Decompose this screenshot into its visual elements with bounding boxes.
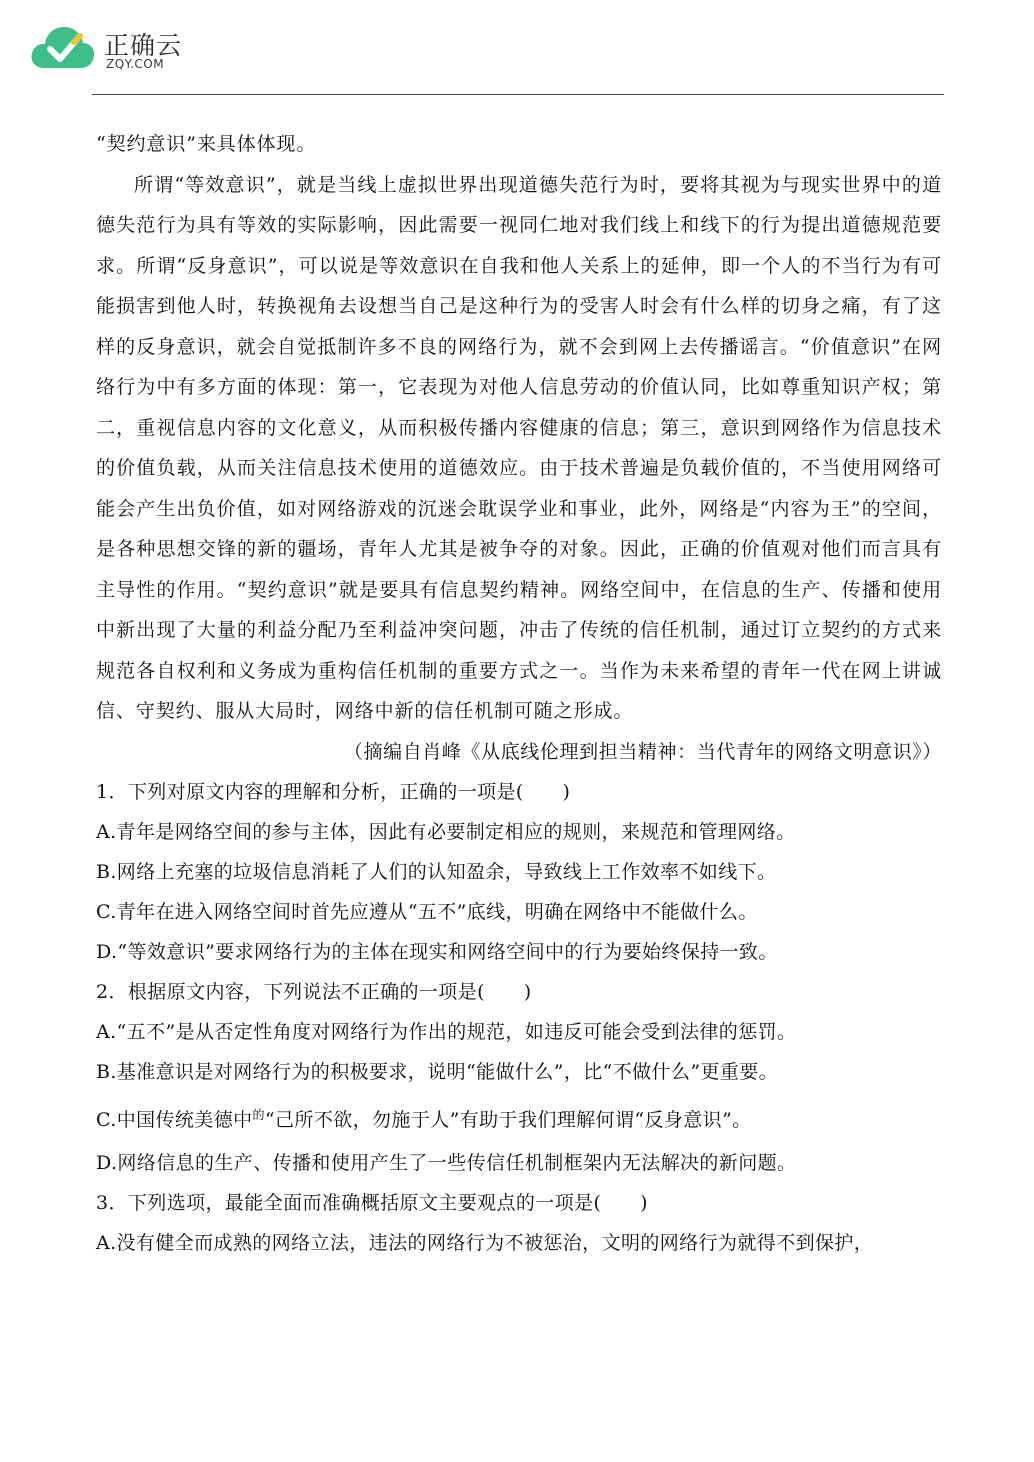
brand-domain: ZQY.COM [106, 57, 165, 71]
brand-name: 正确云 [104, 31, 183, 60]
document-body [96, 124, 942, 1263]
header-divider [92, 94, 944, 95]
question-2-option-c-end: “己所不欲，勿施于人”有助于我们理解何谓“反身意识”。 [264, 1108, 752, 1131]
question-3-stem: 3．下列选项，最能全面而准确概括原文主要观点的一项是( ) [96, 1191, 648, 1214]
passage-paragraph-1: “契约意识”来具体体现。 [96, 133, 317, 155]
question-2-option-c-superscript: 的 [252, 1107, 265, 1122]
question-2-stem: 2．根据原文内容，下列说法不正确的一项是( ) [96, 980, 532, 1003]
passage-source: （摘编自肖峰《从底线伦理到担当精神：当代青年的网络文明意识》） [343, 740, 942, 763]
question-1-stem: 1．下列对原文内容的理解和分析，正确的一项是( ) [96, 780, 571, 803]
question-1-option-a: A.青年是网络空间的参与主体，因此有必要制定相应的规则，来规范和管理网络。 [96, 820, 796, 843]
question-1-option-b: B.网络上充塞的垃圾信息消耗了人们的认知盈余，导致线上工作效率不如线下。 [96, 860, 777, 883]
question-2-option-d: D.网络信息的生产、传播和使用产生了一些传信任机制框架内无法解决的新问题。 [96, 1151, 797, 1174]
question-1-option-c: C.青年在进入网络空间时首先应遵从“五不”底线，明确在网络中不能做什么。 [96, 900, 758, 923]
question-1-option-d: D.“等效意识”要求网络行为的主体在现实和网络空间中的行为要始终保持一致。 [96, 940, 778, 963]
question-2-option-b: B.基准意识是对网络行为的积极要求，说明“能做什么”，比“不做什么”更重要。 [96, 1060, 779, 1083]
cloud-check-logo-icon [30, 22, 96, 74]
question-2-option-c [96, 1092, 942, 1143]
question-3-option-a: A.没有健全而成熟的网络立法，违法的网络行为不被惩治，文明的网络行为就得不到保护， [96, 1231, 874, 1254]
site-header [30, 22, 330, 74]
question-2-option-a: A.“五不”是从否定性角度对网络行为作出的规范，如违反可能会受到法律的惩罚。 [96, 1020, 797, 1043]
passage-paragraph-2: 所谓“等效意识”，就是当线上虚拟世界出现道德失范行为时，要将其视为与现实世界中的道德失范行为具有等效的实际影响，因此需要一视同仁地对我们线上和线下的行为提出道德规范要求。所谓“反身意识”，可以说是等效意识在自我和他人关系上的延伸，即一个人的不当行为有可能损害到他人时，转换视角去设想当自己是这种行为的受害人时会有什么样的切身之痛，有了这样的反身意识，就会自觉抵制许多不良的网络行为，就不会到网上去传播谣言。“价值意识”在网络行为中有多方面的体现：第一，它表现为对他人信息劳动的价值认同，比如尊重知识产权；第二，重视信息内容的文化意义，从而积极传播内容健康的信息；第三，意识到网络作为信息技术的价值负载，从而关注信息技术使用的道德效应。由于技术普遍是负载价值的，不当使用网络可能会产生出负价值，如对网络游戏的沉迷会耽误学业和事业，此外，网络是“内容为王”的空间，是各种思想交锋的新的疆场，青年人尤其是被争夺的对象。因此，正确的价值观对他们而言具有主导性的作用。“契约意识”就是要具有信息契约精神。网络空间中，在信息的生产、传播和使用中新出现了大量的利益分配乃至利益冲突问题，冲击了传统的信任机制，通过订立契约的方式来规范各自权利和义务成为重构信任机制的重要方式之一。当作为未来希望的青年一代在网上讲诚信、守契约、服从大局时，网络中新的信任机制可随之形成。 [96, 173, 942, 722]
question-2-option-c-start: C.中国传统美德中 [96, 1108, 253, 1131]
